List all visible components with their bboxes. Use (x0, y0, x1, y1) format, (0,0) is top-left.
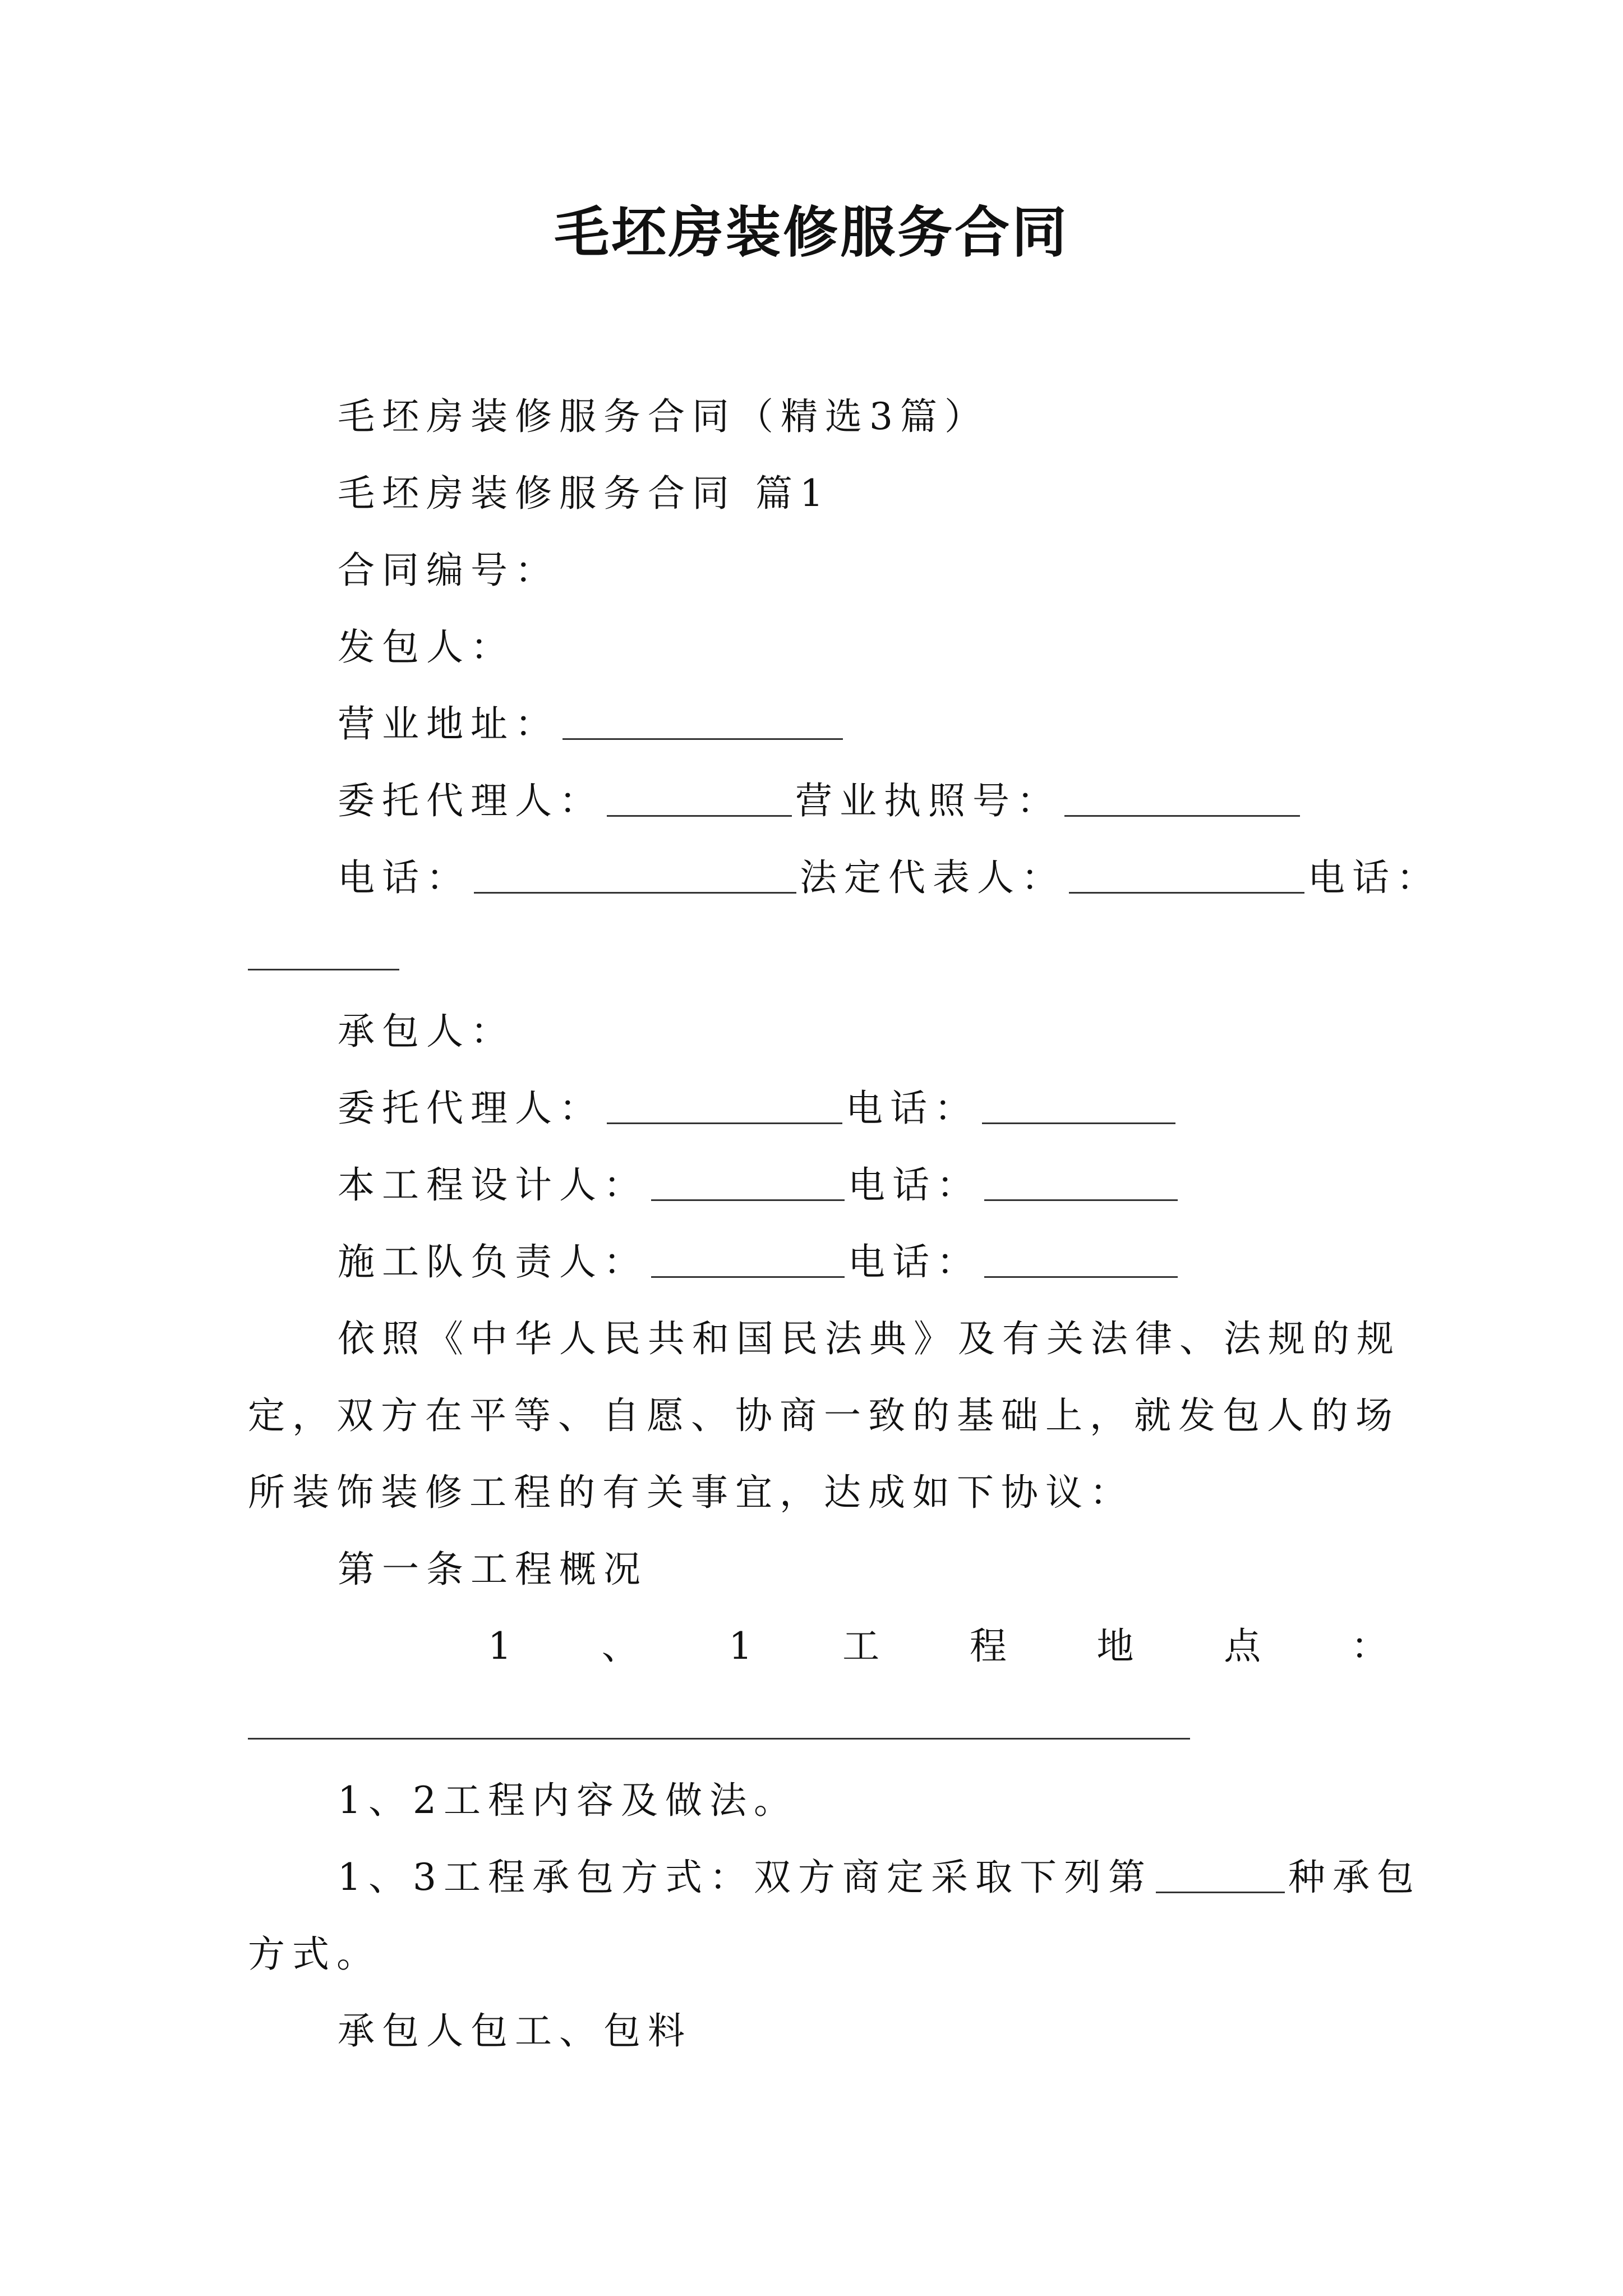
item-1-3-suffix: 种承包 (1288, 1856, 1421, 1899)
contractor-agent-blank[interactable] (607, 1122, 842, 1124)
phone-blank[interactable] (474, 892, 796, 894)
item-1-3-line (338, 1847, 1421, 1908)
item-1-1-char: 点 (1224, 1625, 1261, 1668)
contractor-agent-line (338, 1078, 1179, 1139)
contractor-label: 承包人： (338, 1010, 515, 1053)
contract-number-label: 合同编号： (338, 549, 559, 592)
designer-label: 本工程设计人： (338, 1163, 648, 1207)
paragraph-line-1: 依照《中华人民共和国民法典》及有关法律、法规的规 (338, 1317, 1401, 1360)
item-1-1-line (488, 1616, 1388, 1677)
item-1-1-char: 程 (969, 1625, 1007, 1668)
agent-label: 委托代理人： (338, 779, 603, 822)
designer-phone-label: 电话： (848, 1163, 981, 1207)
contract-mode-blank[interactable] (1156, 1892, 1285, 1893)
legal-rep-label: 法定代表人： (800, 856, 1066, 899)
agent-blank[interactable] (607, 815, 792, 817)
business-address-label: 营业地址： (338, 702, 559, 746)
contractor-agent-phone-label: 电话： (846, 1087, 979, 1130)
phone-line (338, 847, 1441, 909)
part-heading: 毛坯房装修服务合同 篇1 (338, 472, 831, 515)
item-1-1-char: 、 (601, 1625, 639, 1668)
designer-phone-blank[interactable] (984, 1199, 1178, 1201)
item-1-1-char: 工 (842, 1625, 880, 1668)
item-1-1-char: 1 (488, 1625, 511, 1668)
paragraph-line-3: 所装饰装修工程的有关事宜，达成如下协议： (248, 1471, 1134, 1514)
designer-line (338, 1154, 1181, 1216)
document-title: 毛坯房装修服务合同 (554, 200, 1069, 265)
item-1-1-char: ： (1350, 1625, 1388, 1668)
project-location-blank[interactable] (248, 1738, 1190, 1740)
article-1-heading: 第一条工程概况 (338, 1548, 648, 1591)
legal-rep-blank[interactable] (1069, 892, 1304, 894)
foreman-line (338, 1231, 1181, 1293)
license-blank[interactable] (1064, 815, 1300, 817)
license-label: 营业执照号： (795, 779, 1061, 822)
foreman-label: 施工队负责人： (338, 1240, 648, 1283)
employer-label: 发包人： (338, 625, 515, 669)
item-1-2: 1、2工程内容及做法。 (338, 1779, 798, 1822)
paragraph-line-2: 定，双方在平等、自愿、协商一致的基础上，就发包人的场 (248, 1394, 1400, 1437)
phone-label: 电话： (338, 856, 471, 899)
contractor-agent-label: 委托代理人： (338, 1087, 603, 1130)
foreman-blank[interactable] (651, 1276, 845, 1278)
phone2-blank[interactable] (248, 969, 399, 970)
business-address-blank[interactable] (562, 738, 843, 740)
item-1-1-char: 地 (1096, 1625, 1134, 1668)
contractor-agent-phone-blank[interactable] (982, 1122, 1175, 1124)
item-1-1-char: 1 (728, 1625, 753, 1668)
agent-line (338, 770, 1303, 832)
business-address-line (338, 693, 846, 755)
designer-blank[interactable] (651, 1199, 845, 1201)
phone2-label: 电话： (1308, 856, 1441, 899)
foreman-phone-blank[interactable] (984, 1276, 1178, 1278)
item-1-3-continuation: 方式。 (248, 1932, 381, 1976)
subtitle-line: 毛坯房装修服务合同（精选3篇） (338, 395, 989, 438)
item-1-3-text: 1、3工程承包方式：双方商定采取下列第 (338, 1856, 1152, 1899)
foreman-phone-label: 电话： (848, 1240, 981, 1283)
contract-mode-option: 承包人包工、包料 (338, 2009, 692, 2053)
